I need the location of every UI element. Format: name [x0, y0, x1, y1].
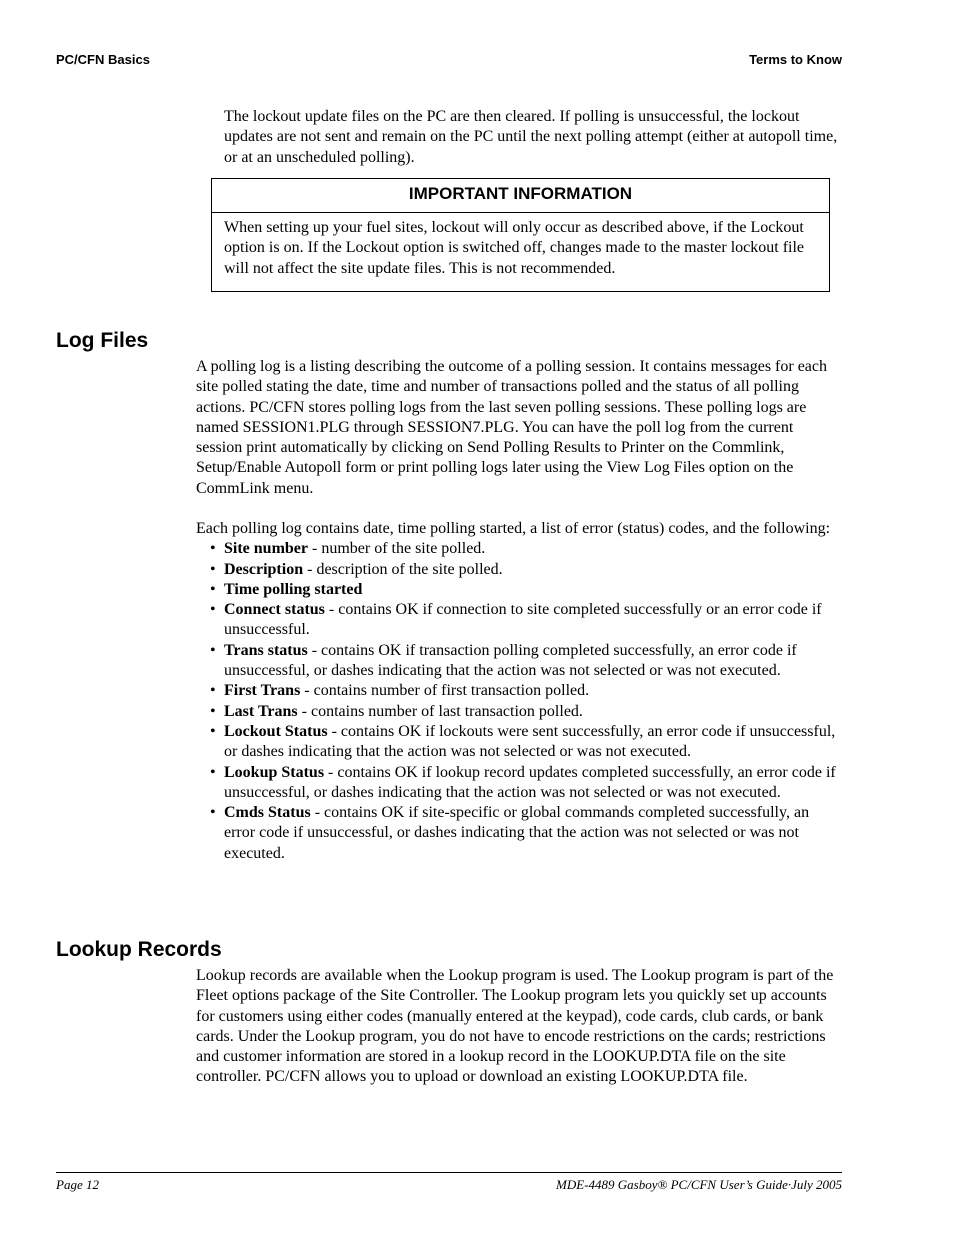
intro-paragraph: The lockout update files on the PC are then cleared. If polling is unsuccessful, the lockout updates are not sent and remain on the PC until the next polling attempt (either at autopoll time, or at an unscheduled polling). [224, 108, 838, 166]
list-item: • Lockout Status - contains OK if lockouts were sent successfully, an error code if unsuccessful, or dashes indicating that the action was not selected or was not executed. [196, 722, 842, 763]
list-item: • Trans status - contains OK if transaction polling completed successfully, an error code if unsuccessful, or dashes indicating that the action was not selected or was not executed. [196, 641, 842, 682]
log-contents-section [196, 519, 842, 864]
important-information-title: IMPORTANT INFORMATION [212, 179, 829, 213]
running-header-topic: Terms to Know [749, 52, 842, 67]
log-files-paragraph: A polling log is a listing describing the outcome of a polling session. It contains messages for each site polled stating the date, time and number of transactions polled and the status of all polling actions. PC/CFN stores polling logs from the last seven polling sessions. These polling logs are named SESSION1.PLG through SESSION7.PLG. You can have the poll log from the current session print automatically by clicking on Send Polling Results to Printer on the Commlink, Setup/Enable Autopoll form or print polling logs later using the View Log Files option on the CommLink menu. [196, 358, 827, 497]
list-item: • Connect status - contains OK if connection to site completed successfully or an error code if unsuccessful. [196, 600, 842, 641]
page-number: Page 12 [56, 1177, 99, 1192]
list-item: • Lookup Status - contains OK if lookup record updates completed successfully, an error code if unsuccessful, or dashes indicating that the action was not selected or was not executed. [196, 763, 842, 804]
log-contents-intro: Each polling log contains date, time polling started, a list of error (status) codes, and the following: [196, 520, 831, 537]
lookup-records-paragraph: Lookup records are available when the Lookup program is used. The Lookup program is part of the Fleet options package of the Site Controller. The Lookup program lets you quickly set up accounts for customers using either codes (manually entered at the keypad), code cards, club cards, or bank cards. Under the Lookup program, you do not have to encode restrictions on the cards; restrictions and customer information are stored in a lookup record in the LOOKUP.DTA file on the site controller. PC/CFN allows you to upload or download an existing LOOKUP.DTA file. [196, 967, 834, 1086]
list-item: • Time polling started [196, 580, 842, 600]
footer-rule [56, 1172, 842, 1173]
lookup-records-heading: Lookup Records [56, 938, 222, 961]
list-item: • Last Trans - contains number of last transaction polled. [196, 702, 842, 722]
list-item: • Site number - number of the site polled. [196, 539, 842, 559]
log-files-heading: Log Files [56, 329, 149, 352]
important-information-box [211, 178, 830, 292]
list-item: • First Trans - contains number of first transaction polled. [196, 681, 842, 701]
list-item: • Description - description of the site polled. [196, 560, 842, 580]
important-information-text: When setting up your fuel sites, lockout will only occur as described above, if the Lockout option is on. If the Lockout option is switched off, changes made to the master lockout file will not affect the site update files. This is not recommended. [224, 219, 805, 277]
document-id: MDE-4489 Gasboy® PC/CFN User’s Guide·July 2005 [556, 1177, 842, 1192]
log-fields-list [196, 539, 842, 864]
list-item: • Cmds Status - contains OK if site-specific or global commands completed successfully, an error code if unsuccessful, or dashes indicating that the action was not selected or was not executed. [196, 803, 842, 864]
running-header-section: PC/CFN Basics [56, 52, 150, 67]
